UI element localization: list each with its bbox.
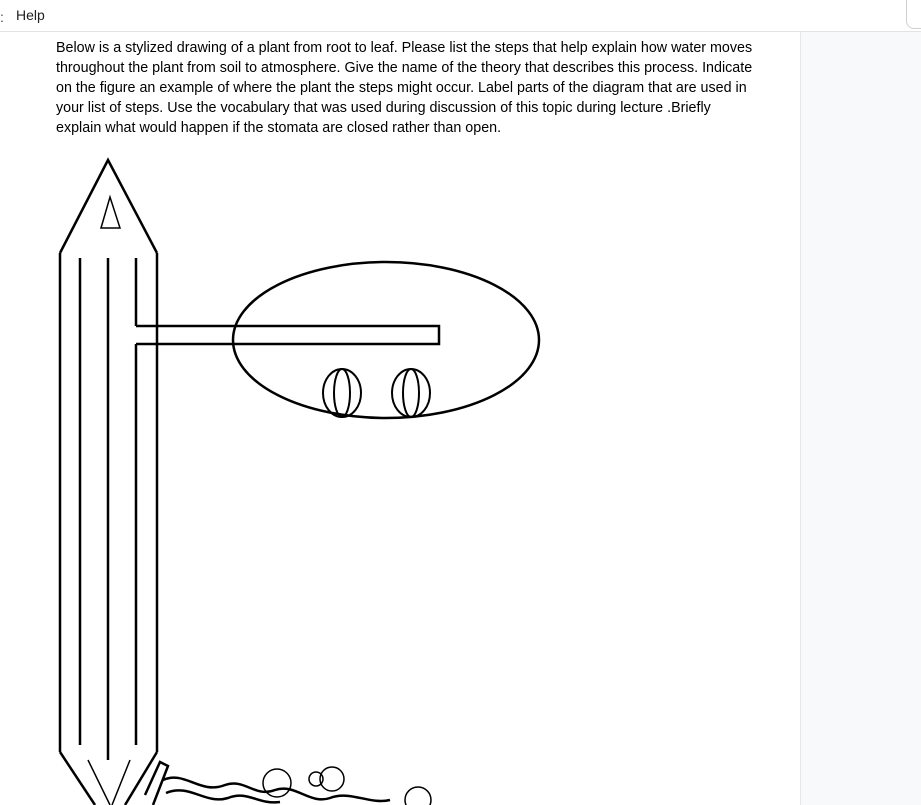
stem-tip-shape: [60, 160, 157, 253]
window-corner: [906, 0, 921, 29]
plant-diagram: [0, 140, 560, 805]
menu-edge-glyph: :: [0, 9, 4, 25]
leaf-shape: [233, 262, 539, 418]
stomata-shape: [323, 369, 430, 417]
soil-particles-shape: [263, 767, 431, 805]
help-menu[interactable]: Help: [16, 7, 45, 23]
menu-bar: [0, 0, 921, 32]
xylem-stem-shape: [60, 253, 157, 760]
root-hair-shape: [145, 762, 390, 805]
leaf-vein-shape: [136, 326, 439, 344]
side-panel: [800, 32, 921, 805]
question-text: Below is a stylized drawing of a plant from root to leaf. Please list the steps that help explain how water moves throughout the plant from soil to atmosphere. Give the name of the theory that describes this process. Indicate on the figure an example of where the plant the steps might occur. Label parts of the diagram that are used in your list of steps. Use the vocabulary that was used during discussion of this topic during lecture .Briefly explain what would happen if the stomata are closed rather than open.: [56, 40, 753, 136]
